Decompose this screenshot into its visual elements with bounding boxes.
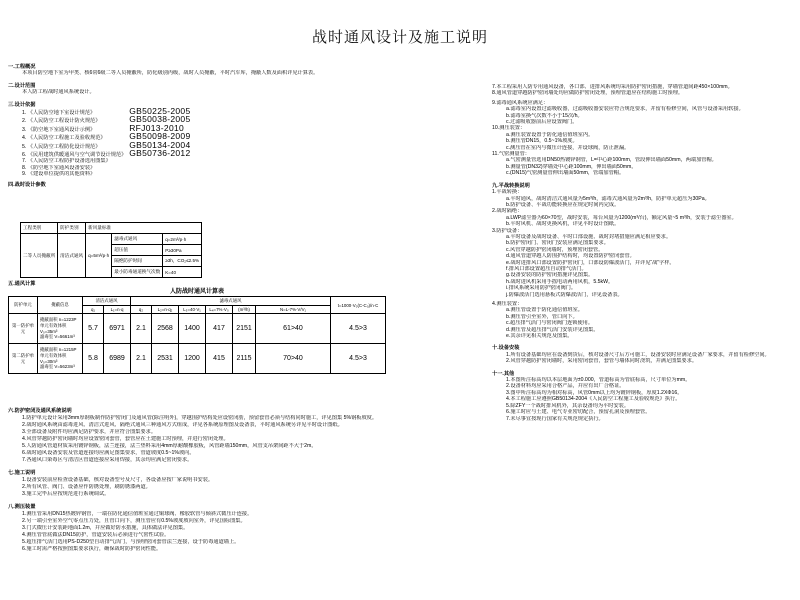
text-line: 3.图中所注标高均为相对标高，风管0mm以上均为镀锌钢板，厚度1.2XΦ16。 (506, 389, 683, 396)
table-row (9, 344, 386, 374)
column-header: 防护单元 (9, 297, 38, 314)
table-cell: 二等人员掩蔽所 (21, 234, 58, 278)
text-line: b.防护密闭门、密闭门安装应满足图集要求。 (506, 240, 609, 247)
column-header: t=1000·V₀(C-C₀)/n·C (331, 297, 386, 314)
table-cell: 掩蔽面积 n=1223P 单元有效体积 V₀=35m³ 滤毒室 V=5661m³ (38, 314, 83, 344)
text-line: a.平时通风，战时清洁式通风量为5m³/h，滤毒式通风量为2m³/h，防护单元超压为30Pa。 (506, 195, 710, 202)
text-line: d.测压管及超压排气活门安装详见图集。 (506, 326, 599, 333)
text-line: 1.所有设备基础均应在设备到货后，核对设备尺寸后方可施工，设备安装时应满足设备厂家要求，并留有检修空间。 (506, 351, 770, 358)
text-line: 7.未尽事宜按现行国家有关规范规定执行。 (506, 415, 604, 422)
text-line: c.测压管在室内与微压计连接，并设球阀，防止泄漏。 (506, 144, 630, 151)
table-cell: 5.7 (83, 314, 104, 344)
text-line: 6.施工时需严格按照图集要求执行，确保战时防护密闭性能。 (22, 546, 162, 552)
section-heading: 八.测压装置 (8, 504, 36, 510)
text-line: 2.所有风管、阀门、设备应作防锈处理，刷防锈漆两道。 (22, 484, 151, 490)
table-cell: 4.5>3 (331, 314, 386, 344)
text-line: 3.施工完毕后应按规范进行系统调试。 (22, 491, 110, 497)
text-line: j.防爆波活门选用悬板式防爆波活门，详见设备表。 (506, 291, 623, 298)
right-column (492, 84, 792, 422)
text-line: 2.另一端引至室外空气零点压力处，且管口向下，测压管应有0.5%坡度坡向室外，详见国标图集。 (22, 518, 246, 524)
section-heading: 七.施工说明 (8, 470, 36, 476)
text-line: b.测压管DN15，0.5~1%坡度。 (506, 138, 578, 145)
text-line: e.战时进排风口部设置防护密闭门，口部设防爆波活门，并详见“战”字样。 (506, 259, 675, 266)
section-heading: 六.防护密闭及通风系统说明 (8, 408, 72, 414)
table-cell: 1200 (179, 344, 206, 374)
table-cell: 415 (206, 344, 233, 374)
design-parameter-table (20, 222, 202, 278)
table-cell: K=40 (163, 267, 202, 278)
text-line: a.滤毒室内设置过滤吸收器，过滤吸收器安装应符合规范要求，并留有检修空间，风管与设备采用软接。 (506, 106, 744, 113)
text-line: e.其余详见相关规范及图集。 (506, 333, 573, 340)
column-header: 滤毒式通风 (131, 297, 331, 306)
calc-table-title: 人防战时通风计算表 (170, 289, 225, 295)
table-row (21, 223, 202, 234)
table-cell: 2.1 (131, 344, 152, 374)
table-cell: 超压值 (112, 245, 163, 256)
ventilation-calc-table (8, 296, 386, 374)
table-cell: 6989 (104, 344, 131, 374)
text-line: i.排风系统采用防护密闭阀门。 (506, 285, 577, 292)
column-header: q₂ (131, 306, 152, 314)
text-line: c.风管穿越防护密闭墙时，预埋密闭套管。 (506, 246, 604, 253)
column-header: L₁=n·q (104, 306, 131, 314)
standard-item: 3. 《防空地下室通风设计示例》 RFJ013-2010 (22, 124, 185, 133)
table-cell: q=5m³/p·h (86, 234, 112, 278)
table-cell: 防护类别 (58, 223, 86, 234)
table-cell: 隔绝防护时间 (112, 256, 163, 267)
table-cell: 最小防毒通道换气次数 (112, 267, 163, 278)
text-line: c.(DN15)气密测量管伸出墙面50mm，管端加管帽。 (506, 170, 625, 177)
page-title: 战时通风设计及施工说明 (311, 30, 488, 46)
text-line: 2.风管穿越防护密闭墙时，采用密闭套管，套管与墙体同时浇筑，并满足图集要求。 (506, 358, 698, 365)
table-row (9, 314, 386, 344)
text-line: 5.超压排气活门选用PS-D250型自动排气活门，与预埋密闭套管法兰连接，设于防毒通道墙上。 (22, 539, 240, 545)
table-cell: 第二防护单元 (9, 344, 38, 374)
section-heading: 十一.其他 (492, 370, 515, 377)
column-header: N=L-7%·V/V₁ (256, 306, 331, 314)
text-line: 9.滤毒通风系统应满足： (492, 99, 549, 106)
table-cell: q=2m³/p·h (163, 234, 202, 245)
section-heading: 十.设备安装 (492, 345, 520, 352)
column-header: q₁ (83, 306, 104, 314)
text-line: b.测量管(DN32)穿墙处中心距100mm，伸出墙面50mm。 (506, 163, 637, 170)
section-heading: 九.平战转换说明 (492, 182, 530, 189)
standard-item: 5. 《人民防空工程防化设计规范》 GB50134-2004 (22, 141, 191, 150)
text-line: d.通风管道穿越人防围护结构时，均设置防护密闭套管。 (506, 253, 635, 260)
column-header: L₃=40·V₁ (179, 306, 206, 314)
text-line: 1.测压管采用DN15热镀锌钢管，一端在防化通信值班室通过铜球阀、橡胶软管与倾斜式微压计连接。 (22, 511, 253, 517)
text-line: 本人防工程战时通风系统设计。 (22, 89, 95, 96)
section-heading: 五.通风计算 (8, 281, 36, 287)
table-cell: ≥3h，CO₂≤2.5% (163, 256, 202, 267)
text-line: f.排风口部设置超压自动排气活门。 (506, 265, 587, 272)
text-line: 2.战时隔绝： (492, 208, 523, 215)
text-line: 6.战时通风设备安装及管道连接均应满足图集要求，管道坡度0.5~1%坡向。 (22, 450, 195, 456)
section-heading: 三.设计依据 (8, 101, 36, 108)
text-line: 5.人防通风管道材质采用镀锌钢板，法兰连接，法兰垫料采用4mm厚耐酸橡胶板，风管距墙150mm，风管支吊架间距不大于2m。 (22, 443, 317, 449)
text-line: 10.测压装置： (492, 125, 526, 132)
column-header: (m³/h) (233, 306, 256, 314)
text-line: 3.门式微压计安装距地面1.2m，并应做好防水措施，具体做法详见图集。 (22, 525, 189, 531)
text-line: 5.除ZFY一个战时排风机外，其余设备均为平时安装。 (506, 402, 630, 409)
text-line: 2.战时通风系统由滤毒进风、清洁式进风、隔绝式通风三种通风方式组成，详见各系统原理图及设备表，平时通风系统另详见平时设计图纸。 (22, 422, 343, 428)
table-cell: 70>40 (256, 344, 331, 374)
table-cell: 2531 (152, 344, 179, 374)
text-line: 4.风管穿越防护密闭墙时均应设置密闭套管，套管应在土建施工时预埋，并进行密闭处理。 (22, 436, 229, 442)
standard-item: 6. 《民用建筑供暖通风与空气调节设计规范》 GB50736-2012 (22, 150, 191, 159)
text-line: a.测压装置设置于防化通信值班室内。 (506, 131, 594, 138)
text-line: 3.全部设备及附件均应满足防护要求，并应符合图集要求。 (22, 429, 157, 435)
text-line: 7.各通风口染毒区与清洁区管道连接应采用焊接，其余均应满足密闭要求。 (22, 457, 193, 463)
text-line: 4.测压管管底做法DN15防护，管道安装后必须进行气密性试验。 (22, 532, 170, 538)
text-line: a.测压管设置于防化通信值班室。 (506, 307, 583, 314)
table-cell: 2115 (233, 344, 256, 374)
standards-list (8, 108, 476, 178)
text-line: 4.本工程施工应遵照GB50134-2004《人民防空工程施工及验收规范》执行。 (506, 396, 681, 403)
table-cell: 6971 (104, 314, 131, 344)
table-cell: 1400 (179, 314, 206, 344)
text-line: 8.通风管道穿越防护密闭墙处均应做防护密闭处理，预埋管道应在结构施工时预埋。 (492, 90, 684, 97)
text-line: b.防护设备、平战功能转换应在规定时间内完成。 (506, 201, 620, 208)
column-header: L₂=n·q₂ (152, 306, 179, 314)
text-line: 4.测压装置： (492, 301, 523, 307)
text-line: g.设备安装的防护密闭措施详见图集。 (506, 272, 594, 279)
section-heading: 四.战时设计参数 (8, 181, 46, 188)
text-line: 1.防护单元设计采用3mm厚钢板制作防护密闭门及通风管(除注明外)，穿越围护结构处应设密闭肋，预留套管必须与结构同时施工，详见图集 5%钢板坡度。 (22, 415, 378, 421)
table-row (21, 234, 202, 245)
text-line: a.LWP滤尘器为60×70型，战时安装，每台风量为1200(m³/台)，额定风量~5 m³/h，安装于滤尘器室。 (506, 214, 737, 221)
table-cell: 新风量标准 (86, 223, 202, 234)
standard-item: 4. 《人民防空工程施工及验收规范》 GB50098-2009 (22, 133, 191, 142)
table-cell: 2151 (233, 314, 256, 344)
text-line: b.平时风机、战时更换风机，详见平时设计图纸。 (506, 221, 620, 228)
text-line: 7.本工程采用人防专用通风设备，各口部、进排风系统均采用防护密闭措施，穿墙管道间距450×100mm。 (492, 84, 733, 90)
table-cell: 61>40 (256, 314, 331, 344)
text-line: 11.气密测量管： (492, 151, 530, 158)
table-cell: 工程类别 (21, 223, 58, 234)
table-cell: 2.1 (131, 314, 152, 344)
table-cell: 417 (206, 314, 233, 344)
table-cell: 滤毒式通风 (112, 234, 163, 245)
table-header-row (9, 297, 386, 306)
left-lower-column (8, 402, 478, 553)
text-line: 1.设备安装前应检查设备基础，核对设备型号及尺寸，各设备应按厂家说明书安装。 (22, 477, 214, 483)
column-header: 清洁式通风 (83, 297, 131, 306)
standard-item: 8. 《防空地下室通风设备安装》 (22, 164, 96, 171)
table-cell: 2568 (152, 314, 179, 344)
table-cell: 清洁式通风 (58, 234, 86, 278)
text-line: b.测压管引至室外，管口向下。 (506, 313, 578, 320)
standard-item: 9. 《建设单位提供的其他资料》 (22, 171, 96, 178)
table-cell: 4.5>3 (331, 344, 386, 374)
text-line: c.过滤吸收器前后应设置阀门。 (506, 119, 578, 126)
text-line: 6.施工时应与土建、电气专业密切配合，预留孔洞及预埋套管。 (506, 409, 651, 416)
text-line: c.超压排气活门与密闭阀门连锁使用。 (506, 320, 594, 327)
text-line: 1.平战转换： (492, 189, 523, 196)
text-line: b.滤毒室换气次数不小于15次/h。 (506, 112, 583, 119)
left-column (8, 58, 476, 188)
text-line: 3.防护设备： (492, 227, 523, 234)
standard-item: 2. 《人民防空工程设计防火规范》 GB50038-2005 (22, 116, 191, 125)
table-cell: 掩蔽面积 n=1215P 单元有效体积 V₀=30m³ 滤毒室 V=5623m³ (38, 344, 83, 374)
text-line: a.气密测量管选用DN50热镀锌钢管，L=中心距100mm，管段伸出墙面50mm，两端加管帽。 (506, 157, 717, 164)
table-cell: P≥30Pa (163, 245, 202, 256)
text-line: a.平时设备及战时设备、平时口部设施、战时封堵措施应满足相应要求。 (506, 233, 672, 240)
text-line: 1.本图所注标高均以本层地面为±0.000，管道标高为管底标高，尺寸单位为mm。 (506, 377, 691, 384)
table-cell: 5.8 (83, 344, 104, 374)
text-line: 2.设备材料均应采用合格产品，并应有出厂合格证。 (506, 383, 625, 390)
section-heading: 一.工程概况 (8, 64, 36, 70)
text-line: 本项目防空地下室为甲类、核6常6级二等人员掩蔽所，防化级别丙级，战时人员掩蔽，平时汽车库，掩蔽人数及面积详见计算表。 (22, 70, 319, 77)
section-heading: 二.设计范围 (8, 82, 36, 89)
table-cell: 第一防护单元 (9, 314, 38, 344)
column-header: 掩蔽信息 (38, 297, 83, 314)
column-header: L₄=7%·V₀ (206, 306, 233, 314)
standard-item: 1. 《人民防空地下室设计规范》 GB50225-2005 (22, 108, 191, 117)
standard-item: 7. 《人民防空工程防护设备选用图集》 (22, 158, 111, 165)
text-line: h.战时进风机采用手摇电动两用风机，5.5kW。 (506, 278, 614, 285)
